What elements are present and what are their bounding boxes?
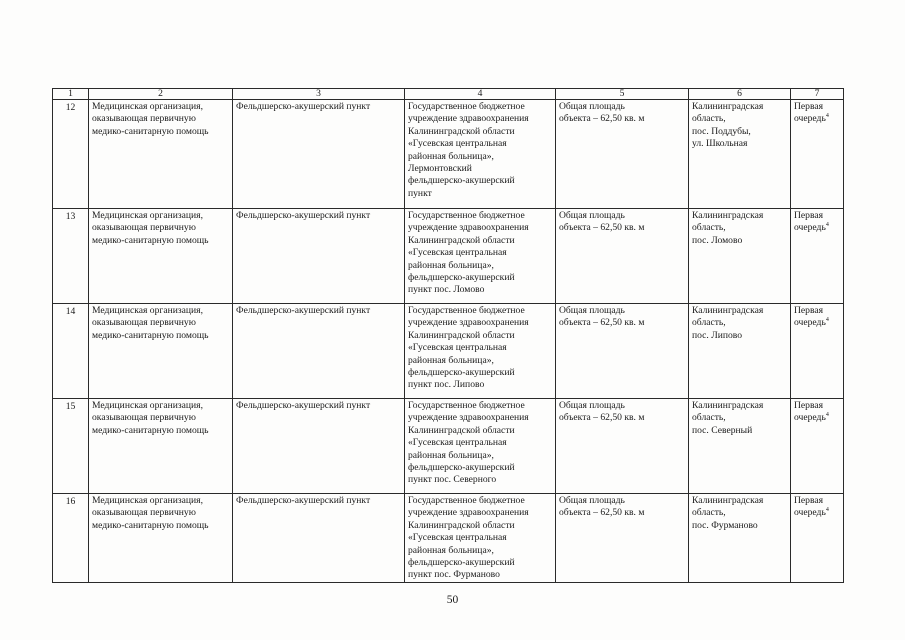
priority-cell [791, 209, 844, 304]
priority-cell [791, 100, 844, 209]
column-number-header: 3 [233, 89, 405, 100]
column-number-header: 2 [89, 89, 233, 100]
area-cell: Общая площадь объекта – 62,50 кв. м [556, 304, 689, 399]
row-number-cell: 12 [53, 100, 89, 209]
footnote-mark: 4 [825, 412, 829, 419]
table-row [53, 100, 844, 209]
column-number-header: 1 [53, 89, 89, 100]
priority-text: Первая очередь [794, 101, 826, 125]
institution-cell: Государственное бюджетное учреждение здравоохранения Калининградской области «Гусевская центральная районная больница», фельдшерско-акушерский пункт пос. Ломово [405, 209, 556, 304]
priority-cell [791, 494, 844, 583]
priority-cell [791, 399, 844, 494]
area-cell: Общая площадь объекта – 62,50 кв. м [556, 494, 689, 583]
table-row [53, 494, 844, 583]
footnote-mark: 4 [825, 507, 829, 514]
row-number-cell: 14 [53, 304, 89, 399]
location-cell: Калининградская область, пос. Поддубы, ул. Школьная [689, 100, 791, 209]
area-cell: Общая площадь объекта – 62,50 кв. м [556, 209, 689, 304]
location-cell: Калининградская область, пос. Фурманово [689, 494, 791, 583]
column-number-header: 4 [405, 89, 556, 100]
institution-cell: Государственное бюджетное учреждение здравоохранения Калининградской области «Гусевская центральная районная больница», Лермонтовский фельдшерско-акушерский пункт [405, 100, 556, 209]
institution-cell: Государственное бюджетное учреждение здравоохранения Калининградской области «Гусевская центральная районная больница», фельдшерско-акушерский пункт пос. Северного [405, 399, 556, 494]
table-row [53, 304, 844, 399]
footnote-mark: 4 [825, 113, 829, 120]
row-number-cell: 15 [53, 399, 89, 494]
row-number-cell: 16 [53, 494, 89, 583]
organization-type-cell: Медицинская организация, оказывающая первичную медико-санитарную помощь [89, 209, 233, 304]
priority-text: Первая очередь [794, 210, 826, 234]
column-number-row [53, 89, 844, 100]
object-name-cell: Фельдшерско-акушерский пункт [233, 494, 405, 583]
column-number-header: 5 [556, 89, 689, 100]
footnote-mark: 4 [825, 222, 829, 229]
table-row [53, 209, 844, 304]
priority-text: Первая очередь [794, 305, 826, 329]
institution-cell: Государственное бюджетное учреждение здравоохранения Калининградской области «Гусевская центральная районная больница», фельдшерско-акушерский пункт пос. Липово [405, 304, 556, 399]
location-cell: Калининградская область, пос. Северный [689, 399, 791, 494]
row-number-cell: 13 [53, 209, 89, 304]
organization-type-cell: Медицинская организация, оказывающая первичную медико-санитарную помощь [89, 399, 233, 494]
table-body [53, 100, 844, 583]
location-cell: Калининградская область, пос. Липово [689, 304, 791, 399]
objects-table [52, 88, 844, 583]
organization-type-cell: Медицинская организация, оказывающая первичную медико-санитарную помощь [89, 100, 233, 209]
organization-type-cell: Медицинская организация, оказывающая первичную медико-санитарную помощь [89, 494, 233, 583]
object-name-cell: Фельдшерско-акушерский пункт [233, 399, 405, 494]
object-name-cell: Фельдшерско-акушерский пункт [233, 100, 405, 209]
priority-text: Первая очередь [794, 495, 826, 519]
page-number: 50 [446, 594, 459, 606]
location-cell: Калининградская область, пос. Ломово [689, 209, 791, 304]
column-number-header: 7 [791, 89, 844, 100]
priority-text: Первая очередь [794, 400, 826, 424]
object-name-cell: Фельдшерско-акушерский пункт [233, 304, 405, 399]
institution-cell: Государственное бюджетное учреждение здравоохранения Калининградской области «Гусевская центральная районная больница», фельдшерско-акушерский пункт пос. Фурманово [405, 494, 556, 583]
footnote-mark: 4 [825, 317, 829, 324]
object-name-cell: Фельдшерско-акушерский пункт [233, 209, 405, 304]
priority-cell [791, 304, 844, 399]
column-number-header: 6 [689, 89, 791, 100]
area-cell: Общая площадь объекта – 62,50 кв. м [556, 399, 689, 494]
table-row [53, 399, 844, 494]
area-cell: Общая площадь объекта – 62,50 кв. м [556, 100, 689, 209]
organization-type-cell: Медицинская организация, оказывающая первичную медико-санитарную помощь [89, 304, 233, 399]
